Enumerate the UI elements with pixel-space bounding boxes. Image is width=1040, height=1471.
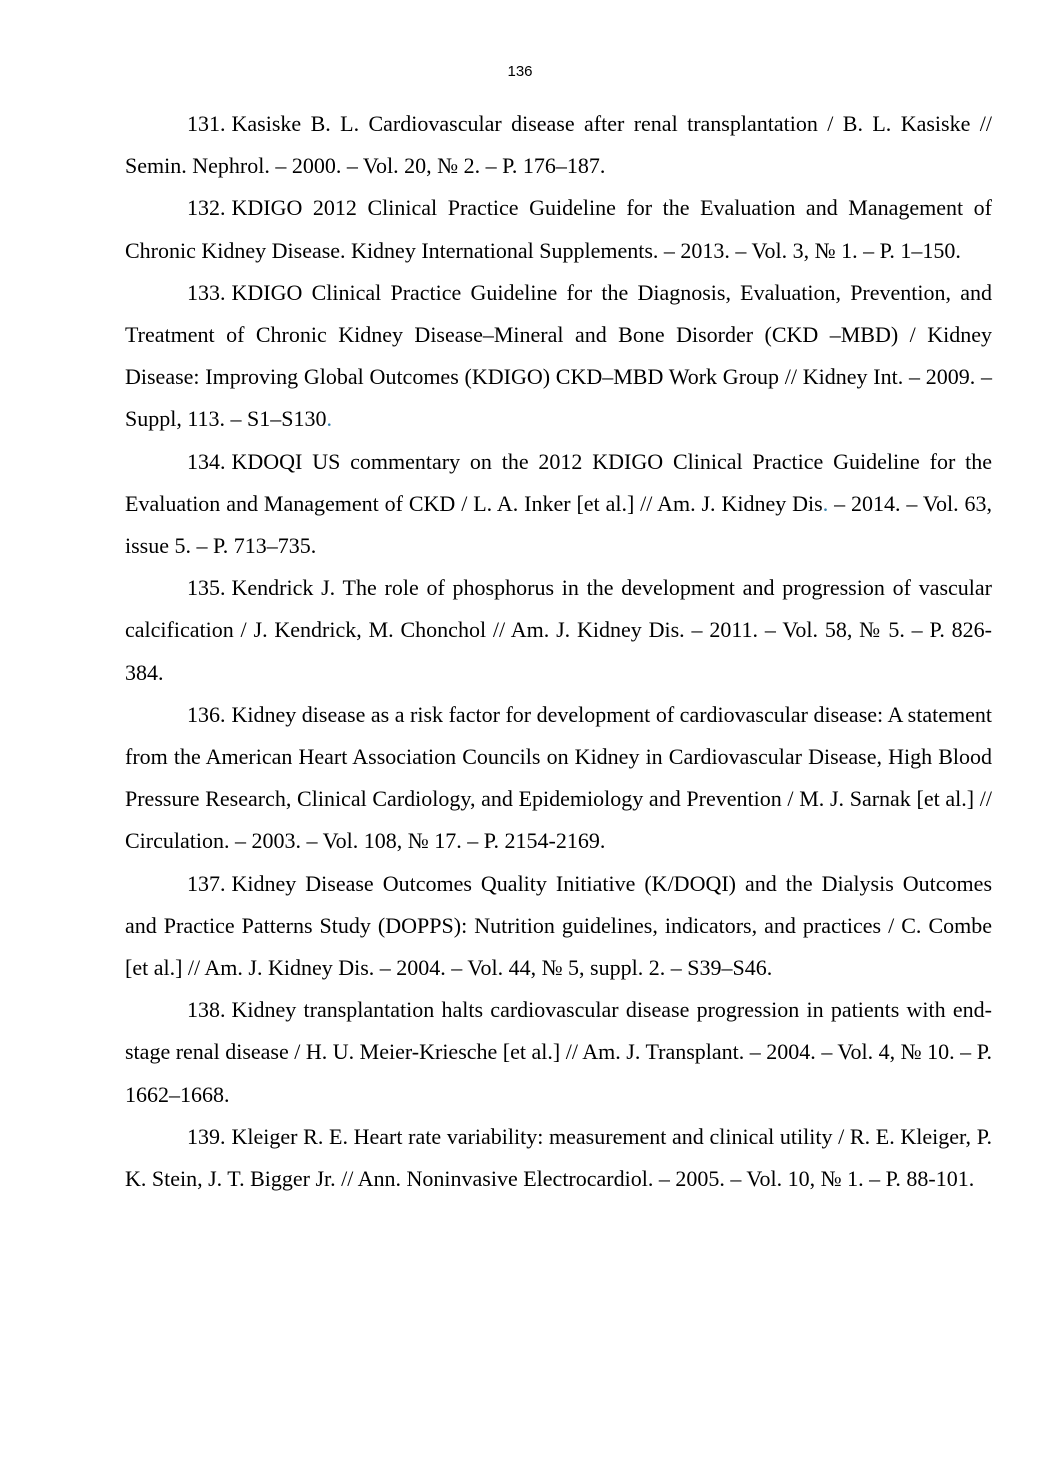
reference-item: [125, 694, 992, 863]
reference-number: 134.: [187, 448, 226, 474]
reference-item: [125, 567, 992, 694]
reference-number: 139.: [187, 1123, 226, 1149]
reference-text: Kendrick J. The role of phosphorus in the development and progression of vascular calcification / J. Kendrick, M. Chonchol // Am. J. Kidney Dis. – 2011. – Vol. 58, № 5. – P. 826-384.: [125, 575, 992, 685]
reference-number: 136.: [187, 701, 226, 727]
reference-text-tail: – 2014. – Vol. 63, issue 5. – P. 713–735.: [125, 490, 992, 559]
reference-text: Kleiger R. E. Heart rate variability: measurement and clinical utility / R. E. Kleiger, P. K. Stein, J. T. Bigger Jr. // Ann. Noninvasive Electrocardiol. – 2005. – Vol. 10, № 1. – P. 88-101.: [125, 1123, 992, 1192]
reference-item: [125, 103, 992, 187]
reference-number: 138.: [187, 997, 226, 1023]
page-number: 136: [507, 63, 533, 80]
reference-number: 137.: [187, 870, 226, 896]
reference-text: Kasiske B. L. Cardiovascular disease after renal transplantation / B. L. Kasiske // Semin. Nephrol. – 2000. – Vol. 20, № 2. – P. 176–187.: [125, 111, 992, 179]
reference-text: KDIGO Clinical Practice Guideline for the Diagnosis, Evaluation, Prevention, and Treatment of Chronic Kidney Disease–Mineral and Bone Disorder (CKD –MBD) / Kidney Disease: Improving Global Outcomes (KDIGO) CKD–MBD Work Group // Kidney Int. – 2009. – Suppl, 113. – S1–S130: [125, 279, 992, 432]
reference-item: [125, 1116, 992, 1200]
reference-item: [125, 187, 992, 271]
reference-text: Kidney Disease Outcomes Quality Initiative (K/DOQI) and the Dialysis Outcomes and Practice Patterns Study (DOPPS): Nutrition guidelines, indicators, and practices / C. Combe [et al.] // Am. J. Kidney Dis. – 2004. – Vol. 44, № 5, suppl. 2. – S39–S46.: [125, 870, 992, 981]
reference-text: KDIGO 2012 Clinical Practice Guideline for the Evaluation and Management of Chronic Kidney Disease. Kidney International Supplements. – 2013. – Vol. 3, № 1. – P. 1–150.: [125, 195, 992, 263]
reference-number: 133.: [187, 279, 226, 305]
reference-text: Kidney transplantation halts cardiovascular disease progression in patients with end-stage renal disease / H. U. Meier-Kriesche [et al.] // Am. J. Transplant. – 2004. – Vol. 4, № 10. – P. 1662–1668.: [125, 997, 992, 1107]
reference-number: 135.: [187, 575, 226, 601]
reference-text: KDOQI US commentary on the 2012 KDIGO Clinical Practice Guideline for the Evaluation and Management of CKD / L. A. Inker [et al.] // Am. J. Kidney Dis: [125, 448, 992, 516]
reference-item: [125, 863, 992, 990]
reference-number: 131.: [187, 111, 226, 136]
reference-accent-punctuation: .: [822, 490, 829, 516]
reference-list: [125, 103, 992, 1200]
reference-number: 132.: [187, 195, 226, 221]
reference-text: Kidney disease as a risk factor for development of cardiovascular disease: A statement from the American Heart Association Councils on Kidney in Cardiovascular Disease, High Blood Pressure Research, Clinical Cardiology, and Epidemiology and Prevention / M. J. Sarnak [et al.] // Circulation. – 2003. – Vol. 108, № 17. – P. 2154-2169.: [125, 701, 992, 854]
reference-item: [125, 272, 992, 441]
reference-item: [125, 441, 992, 568]
reference-trailing-punctuation: .: [326, 406, 333, 432]
reference-item: [125, 989, 992, 1116]
